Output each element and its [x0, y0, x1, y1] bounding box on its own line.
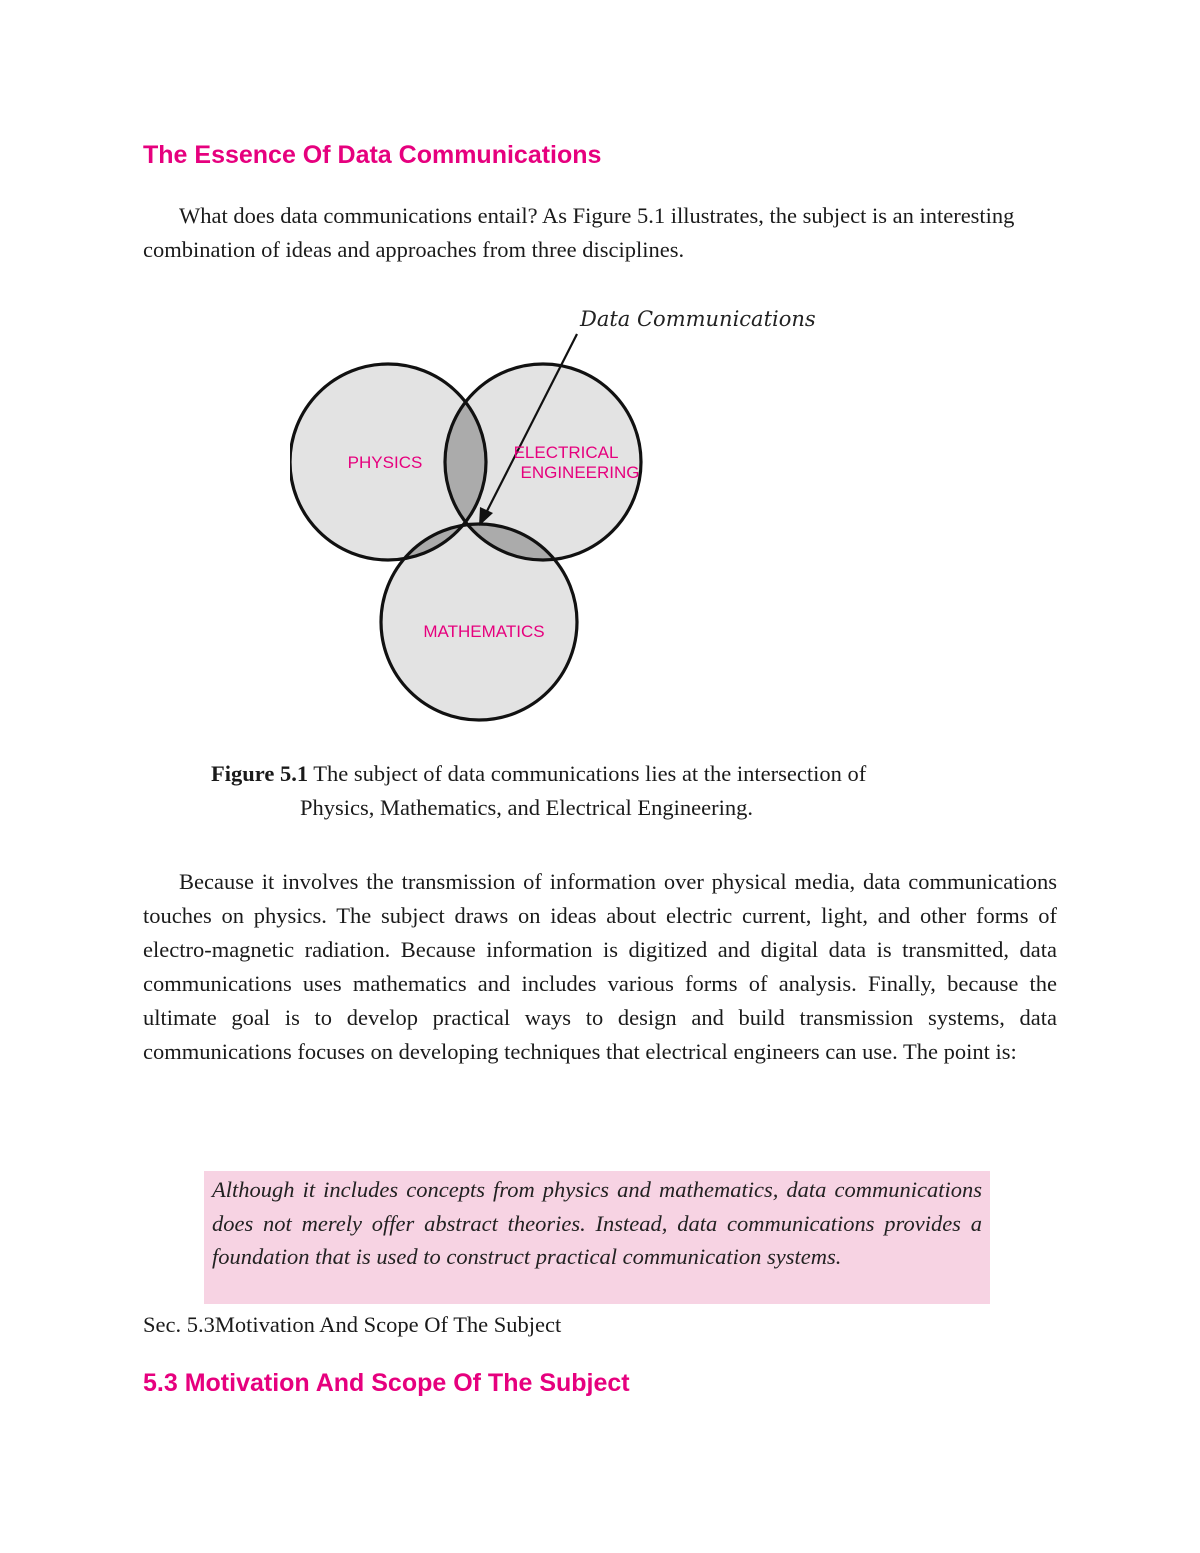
section-heading: The Essence Of Data Communications [143, 141, 602, 169]
figure-caption [211, 757, 1071, 825]
electrical-label-line1: ELECTRICAL [513, 443, 619, 462]
caption-text-line1: The subject of data communications lies at the intersection of [308, 761, 867, 786]
electrical-label-line2: ENGINEERING [520, 463, 640, 482]
callout-box [204, 1171, 990, 1304]
body-paragraph: Because it involves the transmission of information over physical media, data communications touches on physics. The subject draws on ideas about electric current, light, and other forms of electro-magnetic radiation. Because information is digitized and digital data is transmitted, data communications uses mathematics and includes various forms of analysis. Finally, because the ultimate goal is to develop practical ways to design and build transmission systems, data communications focuses on developing techniques that electrical engineers can use. The point is: [143, 869, 1057, 1064]
physics-label: PHYSICS [347, 453, 423, 472]
body-paragraph-block [143, 865, 1057, 1069]
venn-diagram-figure [290, 290, 850, 730]
next-section-heading: 5.3 Motivation And Scope Of The Subject [143, 1369, 630, 1397]
caption-label: Figure 5.1 [211, 761, 309, 786]
mathematics-label: MATHEMATICS [423, 622, 545, 641]
caption-text-line2: Physics, Mathematics, and Electrical Engineering. [300, 795, 753, 820]
intro-paragraph-block [143, 199, 1057, 267]
running-head: Sec. 5.3Motivation And Scope Of The Subject [143, 1312, 562, 1337]
pointer-label: Data Communications [580, 307, 816, 331]
intro-paragraph: What does data communications entail? As Figure 5.1 illustrates, the subject is an interesting combination of ideas and approaches from three disciplines. [143, 203, 1015, 262]
venn-diagram [290, 290, 850, 730]
callout-text: Although it includes concepts from physics and mathematics, data communications does not merely offer abstract theories. Instead, data communications provides a foundation that is used to construct practical communication systems. [212, 1177, 982, 1269]
